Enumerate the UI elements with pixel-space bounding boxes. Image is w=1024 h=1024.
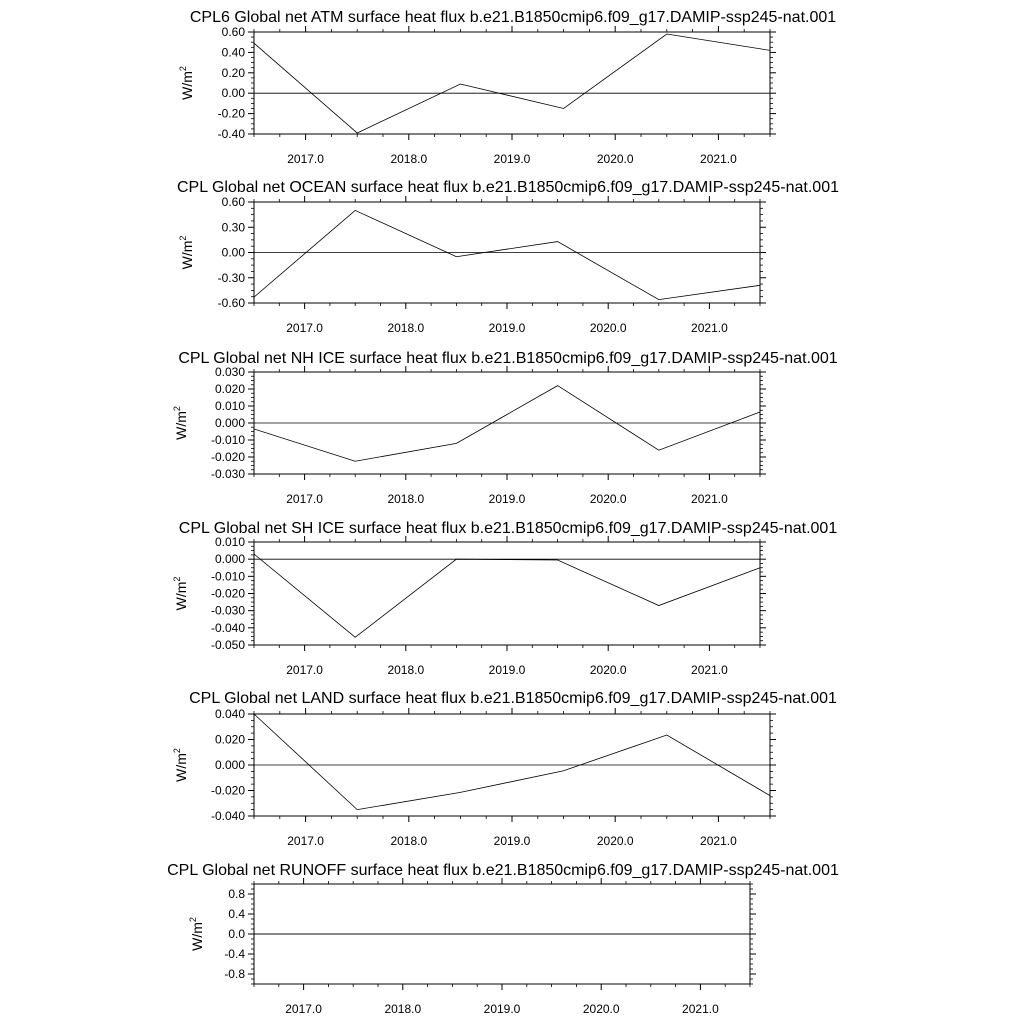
- plot-frame: [254, 542, 760, 645]
- y-tick-label: 0.030: [214, 365, 245, 379]
- chart-panel-1: [178, 9, 836, 166]
- chart-panel-3: [172, 350, 838, 506]
- y-tick-label: -0.040: [210, 809, 245, 823]
- y-axis-label-text: W/m: [189, 922, 205, 951]
- y-tick-label: -0.4: [224, 947, 245, 961]
- y-tick-label: 0.8: [228, 887, 245, 901]
- y-axis-label-superscript: 2: [172, 576, 182, 582]
- x-tick-label: 2020.0: [582, 1002, 620, 1016]
- y-axis-label: [178, 236, 195, 270]
- series-line: [254, 386, 760, 462]
- y-tick-label: 0.0: [228, 927, 245, 941]
- chart-title: CPL Global net LAND surface heat flux b.e21.B1850cmip6.f09_g17.DAMIP-ssp245-nat.001: [189, 690, 837, 707]
- y-axis-label-superscript: 2: [178, 235, 188, 241]
- y-axis-label: [172, 406, 189, 440]
- y-tick-label: 0.20: [221, 65, 245, 80]
- y-tick-label: -0.020: [210, 450, 245, 464]
- chart-title: CPL Global net OCEAN surface heat flux b.e21.B1850cmip6.f09_g17.DAMIP-ssp245-nat.001: [176, 179, 840, 196]
- y-tick-label: 0.000: [214, 552, 245, 567]
- y-axis-label-superscript: 2: [178, 66, 188, 72]
- y-tick-label: 0.010: [214, 399, 245, 413]
- x-tick-label: 2020.0: [596, 152, 634, 166]
- y-tick-label: 0.000: [214, 416, 245, 430]
- y-tick-label: -0.040: [210, 620, 245, 635]
- chart-title: CPL Global net SH ICE surface heat flux b.e21.B1850cmip6.f09_g17.DAMIP-ssp245-nat.001: [178, 520, 838, 537]
- y-tick-label: -0.30: [217, 270, 245, 285]
- x-tick-label: 2018.0: [387, 492, 425, 506]
- y-tick-label: 0.040: [214, 707, 245, 721]
- chart-title: CPL Global net RUNOFF surface heat flux b.e21.B1850cmip6.f09_g17.DAMIP-ssp245-nat.001: [167, 862, 839, 879]
- y-axis-label-text: W/m: [173, 753, 189, 782]
- chart-panel-5: [172, 690, 837, 848]
- chart-title: CPL Global net NH ICE surface heat flux b.e21.B1850cmip6.f09_g17.DAMIP-ssp245-nat.001: [178, 350, 838, 367]
- y-axis-label: [172, 577, 189, 611]
- y-tick-label: -0.20: [217, 106, 245, 121]
- y-tick-label: 0.60: [221, 195, 245, 209]
- y-tick-label: 0.40: [221, 45, 245, 60]
- y-tick-label: 0.010: [214, 535, 245, 549]
- y-tick-label: -0.030: [210, 603, 245, 618]
- chart-panel-2: [177, 179, 839, 335]
- x-tick-label: 2021.0: [682, 1002, 719, 1016]
- y-axis-label: [172, 748, 189, 782]
- y-axis-label-superscript: 2: [172, 406, 182, 412]
- y-tick-label: -0.40: [217, 127, 245, 141]
- y-tick-label: 0.00: [221, 245, 245, 260]
- x-tick-label: 2020.0: [589, 663, 627, 677]
- y-tick-label: 0.30: [221, 220, 245, 235]
- x-tick-label: 2019.0: [488, 492, 526, 506]
- y-tick-label: 0.020: [214, 382, 245, 396]
- x-tick-label: 2017.0: [286, 492, 323, 506]
- x-tick-label: 2021.0: [691, 321, 728, 335]
- y-tick-label: 0.020: [214, 732, 245, 747]
- series-line: [254, 34, 770, 133]
- x-tick-label: 2019.0: [483, 1002, 521, 1016]
- x-tick-label: 2018.0: [390, 152, 428, 166]
- x-tick-label: 2017.0: [285, 1002, 322, 1016]
- x-tick-label: 2018.0: [387, 663, 425, 677]
- chart-title: CPL6 Global net ATM surface heat flux b.e21.B1850cmip6.f09_g17.DAMIP-ssp245-nat.001: [189, 9, 837, 26]
- y-tick-label: -0.020: [210, 783, 245, 798]
- plot-frame: [254, 32, 770, 134]
- x-tick-label: 2017.0: [287, 834, 324, 848]
- series-line: [254, 554, 760, 637]
- y-tick-label: 0.4: [228, 907, 245, 921]
- x-tick-label: 2021.0: [700, 152, 737, 166]
- x-tick-label: 2018.0: [390, 834, 428, 848]
- x-tick-label: 2018.0: [384, 1002, 422, 1016]
- y-axis-label: [188, 917, 205, 951]
- x-tick-label: 2020.0: [596, 834, 634, 848]
- y-axis-label-text: W/m: [173, 411, 189, 440]
- y-axis-label: [178, 66, 195, 100]
- x-tick-label: 2021.0: [691, 492, 728, 506]
- y-axis-label-text: W/m: [179, 240, 195, 270]
- x-tick-label: 2019.0: [493, 834, 531, 848]
- series-line: [254, 210, 760, 299]
- y-tick-label: -0.020: [210, 586, 245, 601]
- series-line: [254, 714, 770, 810]
- x-tick-label: 2017.0: [286, 321, 323, 335]
- x-tick-label: 2019.0: [493, 152, 531, 166]
- chart-panel-6: [167, 862, 839, 1016]
- x-tick-label: 2019.0: [488, 663, 526, 677]
- y-tick-label: -0.010: [210, 433, 245, 447]
- y-tick-label: -0.010: [210, 569, 245, 584]
- chart-panel-4: [172, 520, 837, 677]
- y-tick-label: -0.050: [210, 638, 245, 652]
- x-tick-label: 2021.0: [691, 663, 728, 677]
- y-tick-label: 0.000: [214, 758, 245, 772]
- x-tick-label: 2021.0: [700, 834, 737, 848]
- y-axis-label-superscript: 2: [172, 748, 182, 754]
- y-axis-label-text: W/m: [179, 71, 195, 100]
- y-axis-label-text: W/m: [173, 581, 189, 611]
- y-tick-label: -0.60: [217, 296, 245, 310]
- x-tick-label: 2017.0: [287, 152, 324, 166]
- y-tick-label: 0.00: [221, 86, 245, 101]
- x-tick-label: 2018.0: [387, 321, 425, 335]
- x-tick-label: 2019.0: [488, 321, 526, 335]
- x-tick-label: 2020.0: [589, 492, 627, 506]
- y-tick-label: 0.60: [221, 25, 245, 39]
- y-axis-label-superscript: 2: [188, 917, 198, 923]
- x-tick-label: 2020.0: [589, 321, 627, 335]
- x-tick-label: 2017.0: [286, 663, 323, 677]
- y-tick-label: -0.8: [224, 967, 245, 981]
- y-tick-label: -0.030: [210, 467, 245, 481]
